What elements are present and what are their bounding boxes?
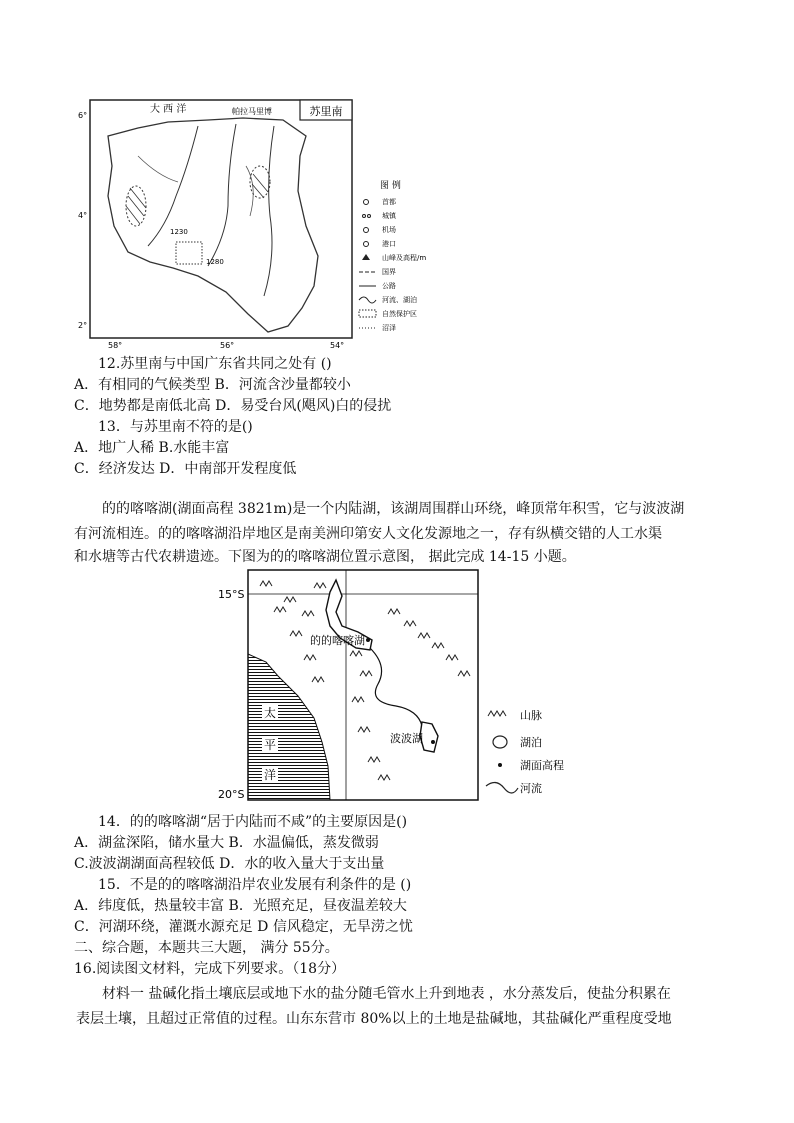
passage-line-1: 的的喀喀湖(湖面高程 3821m)是一个内陆湖，该湖周围群山环绕，峰顶常年积雪，它与波波湖 (102, 501, 685, 517)
titicaca-map (218, 566, 568, 806)
ocean-char-2: 平 (264, 738, 277, 752)
map1-ocean-label: 大 西 洋 (150, 104, 187, 115)
map1-peak-label: 1230 (170, 228, 188, 236)
q14-option-cd: C.波波湖湖面高程较低 D．水的收入量大于支出量 (74, 856, 385, 872)
map1-peak2-label: 1280 (206, 258, 224, 266)
legend-airport: 机场 (382, 226, 396, 234)
q12-stem: 12.苏里南与中国广东省共同之处有 () (98, 356, 332, 372)
q13-stem: 13．与苏里南不符的是() (98, 419, 253, 435)
section-2-header: 二、综合题，本题共三大题， 满分 55分。 (74, 940, 339, 956)
map1-lat-label-1: 4° (78, 211, 88, 220)
passage-line-2: 有河流相连。的的喀喀湖沿岸地区是南美洲印第安人文化发源地之一，存有纵横交错的人工水渠 (74, 526, 662, 542)
q15-option-ab: A．纬度低，热量较丰富 B．光照充足，昼夜温差较大 (74, 898, 407, 914)
legend-road: 公路 (382, 282, 396, 290)
q15-option-cd: C．河湖环绕，灌溉水源充足 D 信风稳定，无旱涝之忧 (74, 919, 413, 935)
map1-capital-label: 帕拉马里博 (232, 107, 272, 116)
legend-river-lake: 河流、湖泊 (382, 296, 417, 304)
map1-lon-label-1: 56° (220, 341, 235, 350)
map2-lake-poopo: 波波湖 (390, 732, 423, 745)
map2-lake-titicaca: 的的喀喀湖 (310, 634, 365, 647)
legend-port: 港口 (382, 240, 396, 248)
ocean-char-3: 洋 (264, 768, 277, 782)
q16-stem: 16.阅读图文材料，完成下列要求。（18分） (74, 961, 346, 977)
map2-legend-mountain: 山脉 (520, 709, 542, 722)
legend-reserve: 自然保护区 (382, 310, 417, 318)
legend-capital: 首都 (382, 198, 396, 206)
map1-lat-label-2: 2° (78, 321, 88, 330)
map2-legend-river: 河流 (520, 782, 542, 795)
map2-legend-lake: 湖泊 (520, 736, 542, 749)
map1-box-title: 苏里南 (309, 105, 343, 118)
map2-lat-top: 15°S (218, 588, 245, 601)
legend-town: 城镇 (382, 212, 396, 220)
q14-stem: 14．的的喀喀湖“居于内陆而不咸”的主要原因是() (98, 814, 408, 830)
q15-stem: 15．不是的的喀喀湖沿岸农业发展有利条件的是 () (98, 877, 412, 893)
legend-peak: 山峰及高程/m (382, 254, 427, 262)
q16-material-line-2: 表层土壤，且超过正常值的过程。山东东营市 80%以上的土地是盐碱地，其盐碱化严重程度受地 (76, 1011, 672, 1027)
map2-lat-bottom: 20°S (218, 788, 245, 801)
ocean-char-1: 太 (264, 706, 277, 720)
q14-option-ab: A．湖盆深陷，储水量大 B．水温偏低，蒸发微弱 (74, 835, 379, 851)
map1-legend-title: 图 例 (380, 181, 401, 191)
q13-option-cd: C．经济发达 D．中南部开发程度低 (74, 461, 297, 477)
map1-legend (356, 176, 456, 336)
map2-legend-elevation: 湖面高程 (520, 759, 564, 772)
q13-option-ab: A．地广人稀 B.水能丰富 (74, 440, 230, 456)
suriname-map (78, 96, 378, 351)
q12-option-ab: A．有相同的气候类型 B．河流含沙量都较小 (74, 377, 351, 393)
map1-lon-label-2: 54° (330, 341, 345, 350)
map1-lat-label-0: 6° (78, 111, 88, 120)
passage-line-3: 和水塘等古代农耕遗迹。下图为的的喀喀湖位置示意图， 据此完成 14-15 小题。 (74, 549, 576, 565)
q12-option-cd: C．地势都是南低北高 D．易受台风(飓风)白的侵扰 (74, 398, 392, 414)
q16-material-line-1: 材料一 盐碱化指土壤底层或地下水的盐分随毛管水上升到地表 ，水分蒸发后，使盐分积累在 (102, 986, 671, 1002)
map1-lon-label-0: 58° (108, 341, 123, 350)
legend-border: 国界 (382, 268, 396, 276)
legend-swamp: 沼泽 (382, 324, 396, 332)
